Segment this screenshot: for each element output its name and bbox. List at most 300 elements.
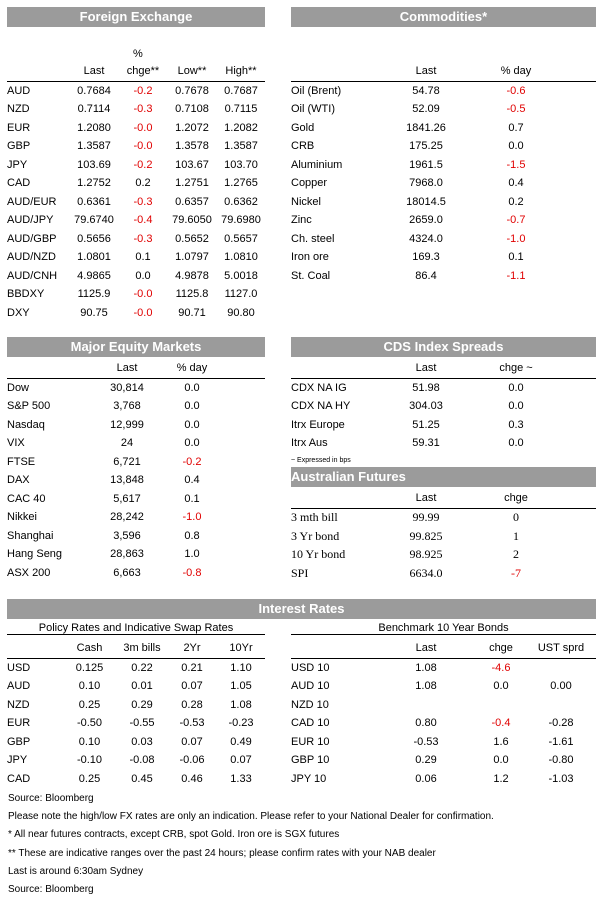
cds-cell-last: 304.03 — [409, 400, 443, 413]
bonds-cell-last: -0.53 — [413, 735, 439, 748]
policy-row-label: GBP — [7, 735, 31, 748]
equity-row — [7, 434, 265, 453]
equity-cell-last: 24 — [120, 437, 134, 450]
fx-row-label: GBP — [7, 140, 31, 153]
cds-row — [291, 416, 596, 435]
equity-cell-pct: 1.0 — [184, 548, 200, 561]
cds-cell-last: 51.98 — [412, 381, 440, 394]
cds-col-last: Last — [381, 359, 471, 378]
commodities-col-last: Last — [381, 62, 471, 81]
cds-row — [291, 434, 596, 453]
equity-cell-last: 13,848 — [110, 474, 144, 487]
equity-row — [7, 397, 265, 416]
fx-cell-chge: -0.0 — [133, 140, 153, 153]
equity-cell-pct: 0.4 — [184, 474, 200, 487]
cds-row — [291, 378, 596, 397]
fx-row — [7, 193, 265, 212]
commodities-row — [291, 81, 596, 100]
cds-cell-last: 59.31 — [412, 437, 440, 450]
futures-column-headers — [291, 489, 596, 508]
cds-note: ~ Expressed in bps — [291, 457, 351, 464]
fx-cell-last: 0.7114 — [77, 103, 111, 116]
commodities-row-label: Gold — [291, 121, 315, 134]
commodities-row-label: Aluminium — [291, 158, 343, 171]
equity-col-pct: % day — [167, 359, 217, 378]
fx-cell-last: 79.6740 — [74, 214, 114, 227]
fx-row — [7, 304, 265, 323]
policy-row — [7, 658, 265, 677]
commodities-cell-pct: 0.0 — [508, 140, 524, 153]
policy-rates-title: Policy Rates and Indicative Swap Rates — [7, 622, 265, 635]
fx-cell-high: 90.80 — [227, 306, 255, 319]
fx-cell-low: 0.7108 — [175, 103, 209, 116]
fx-cell-last: 103.69 — [77, 158, 111, 171]
equity-cell-pct: 0.0 — [184, 418, 200, 431]
fx-cell-high: 79.6980 — [221, 214, 261, 227]
policy-cell: 0.28 — [181, 698, 203, 711]
equity-header: Major Equity Markets — [7, 337, 265, 357]
policy-col-3m: 3m bills — [117, 639, 167, 658]
equity-row-label: Shanghai — [7, 529, 54, 542]
fx-cell-chge: -0.0 — [133, 306, 153, 319]
equity-row-label: ASX 200 — [7, 566, 51, 579]
fx-cell-last: 1.2080 — [77, 121, 111, 134]
cds-row-label: Itrx Aus — [291, 437, 328, 450]
fx-cell-low: 0.7678 — [175, 84, 209, 97]
fx-cell-chge: -0.4 — [133, 214, 153, 227]
bonds-row-label: JPY 10 — [291, 772, 327, 785]
bonds-row — [291, 714, 596, 733]
equity-row — [7, 527, 265, 546]
fx-cell-low: 103.67 — [175, 158, 209, 171]
policy-cell: 0.125 — [75, 661, 104, 674]
footer-fx-note: Please note the high/low FX rates are only an indication. Please refer to your National Dealer for confirmation. — [8, 811, 494, 822]
bonds-cell-last: 0.06 — [415, 772, 437, 785]
bonds-row — [291, 658, 596, 677]
commodities-row — [291, 230, 596, 249]
fx-cell-high: 1.0810 — [224, 251, 258, 264]
bonds-cell-last: 1.08 — [415, 661, 437, 674]
fx-cell-last: 0.7684 — [77, 84, 111, 97]
fx-cell-last: 1125.9 — [77, 288, 111, 301]
equity-cell-last: 3,768 — [113, 400, 141, 413]
fx-row — [7, 119, 265, 138]
futures-row-label: 3 mth bill — [291, 510, 338, 525]
fx-cell-high: 1.2082 — [224, 121, 258, 134]
rates-header: Interest Rates — [7, 599, 596, 619]
fx-cell-low: 0.6357 — [175, 195, 209, 208]
fx-row — [7, 211, 265, 230]
fx-col-low: Low** — [167, 62, 217, 81]
fx-cell-high: 5.0018 — [224, 269, 258, 282]
futures-cell-last: 98.925 — [409, 547, 443, 562]
fx-row — [7, 248, 265, 267]
policy-cell: 1.33 — [230, 772, 252, 785]
futures-col-last: Last — [381, 489, 471, 508]
fx-cell-last: 1.2752 — [77, 177, 111, 190]
policy-col-10yr: 10Yr — [217, 639, 265, 658]
futures-cell-chge: 2 — [513, 547, 519, 562]
policy-row-label: USD — [7, 661, 31, 674]
commodities-row — [291, 248, 596, 267]
equity-cell-pct: -1.0 — [182, 511, 202, 524]
policy-cell: 0.46 — [181, 772, 203, 785]
equity-cell-last: 3,596 — [113, 529, 141, 542]
policy-cell: -0.23 — [228, 717, 254, 730]
policy-cell: -0.50 — [76, 717, 103, 730]
bonds-title: Benchmark 10 Year Bonds — [291, 622, 596, 635]
cds-col-chge: chge ~ — [471, 359, 561, 378]
commodities-cell-last: 1961.5 — [409, 158, 443, 171]
policy-row — [7, 751, 265, 770]
commodities-row-label: Nickel — [291, 195, 321, 208]
fx-col-chge: chge** — [119, 62, 167, 81]
bonds-row-label: USD 10 — [291, 661, 330, 674]
cds-row-label: CDX NA IG — [291, 381, 347, 394]
policy-cell: 0.01 — [131, 680, 153, 693]
policy-row — [7, 696, 265, 715]
policy-cell: -0.06 — [179, 754, 205, 767]
commodities-row-label: Iron ore — [291, 251, 329, 264]
fx-cell-chge: -0.0 — [133, 288, 153, 301]
fx-row-label: AUD/GBP — [7, 232, 57, 245]
cds-row — [291, 397, 596, 416]
commodities-cell-pct: 0.7 — [508, 121, 524, 134]
commodities-row — [291, 174, 596, 193]
fx-cell-low: 1.2072 — [175, 121, 209, 134]
futures-header: Australian Futures — [291, 467, 596, 487]
commodities-table — [291, 62, 596, 285]
policy-rates-table — [7, 639, 265, 788]
equity-row-label: DAX — [7, 474, 30, 487]
fx-cell-chge: 0.1 — [135, 251, 151, 264]
equity-row-label: VIX — [7, 437, 25, 450]
policy-col-cash: Cash — [62, 639, 117, 658]
fx-row — [7, 230, 265, 249]
policy-cell: 0.10 — [78, 680, 101, 693]
fx-pct-label: % — [133, 48, 143, 60]
bonds-row — [291, 733, 596, 752]
equity-cell-last: 12,999 — [110, 418, 144, 431]
commodities-cell-pct: -0.5 — [506, 103, 526, 116]
bonds-cell-sprd — [526, 696, 596, 715]
bonds-cell-sprd — [526, 658, 596, 677]
fx-cell-chge: -0.2 — [133, 84, 153, 97]
policy-row — [7, 677, 265, 696]
futures-row-label: 10 Yr bond — [291, 547, 346, 562]
fx-row-label: BBDXY — [7, 288, 45, 301]
cds-cell-chge: 0.0 — [508, 437, 524, 450]
equity-cell-last: 5,617 — [113, 492, 141, 505]
commodities-row — [291, 100, 596, 119]
fx-row — [7, 137, 265, 156]
cds-table — [291, 359, 596, 453]
fx-row-label: DXY — [7, 306, 30, 319]
bonds-row-label: CAD 10 — [291, 717, 330, 730]
commodities-cell-last: 4324.0 — [409, 232, 443, 245]
fx-cell-low: 90.71 — [178, 306, 206, 319]
fx-row — [7, 100, 265, 119]
bonds-cell-last: 0.80 — [415, 717, 437, 730]
footer-source-2: Source: Bloomberg — [8, 884, 94, 895]
fx-header: Foreign Exchange — [7, 7, 265, 27]
cds-cell-chge: 0.0 — [508, 400, 524, 413]
commodities-row-label: Copper — [291, 177, 328, 190]
commodities-row — [291, 156, 596, 175]
policy-cell: 0.25 — [78, 772, 101, 785]
policy-cell: 0.03 — [131, 735, 153, 748]
bonds-cell-sprd: -1.61 — [548, 735, 574, 748]
commodities-row — [291, 267, 596, 286]
fx-column-headers — [7, 62, 265, 81]
equity-cell-last: 6,663 — [113, 566, 141, 579]
fx-cell-chge: -0.3 — [133, 103, 153, 116]
futures-cell-chge: 0 — [513, 510, 519, 525]
fx-row-label: AUD/EUR — [7, 195, 57, 208]
fx-cell-high: 0.6362 — [224, 195, 258, 208]
equity-row — [7, 416, 265, 435]
equity-cell-pct: 0.0 — [184, 437, 200, 450]
bonds-row-label: AUD 10 — [291, 680, 330, 693]
bonds-row-label: GBP 10 — [291, 754, 330, 767]
equity-row-label: Hang Seng — [7, 548, 63, 561]
equity-cell-last: 28,863 — [110, 548, 144, 561]
commodities-cell-last: 54.78 — [412, 84, 440, 97]
fx-row-label: EUR — [7, 121, 31, 134]
equity-cell-pct: 0.8 — [184, 529, 200, 542]
commodities-column-headers — [291, 62, 596, 81]
equity-cell-last: 30,814 — [110, 381, 144, 394]
fx-cell-chge: 0.0 — [135, 269, 151, 282]
futures-row — [291, 508, 596, 527]
policy-row-label: NZD — [7, 698, 30, 711]
bonds-cell-sprd: -1.03 — [548, 772, 574, 785]
cds-header: CDS Index Spreads — [291, 337, 596, 357]
equity-cell-pct: -0.8 — [182, 566, 202, 579]
bonds-col-chge: chge — [476, 639, 526, 658]
policy-cell: 1.05 — [230, 680, 252, 693]
commodities-col-pct: % day — [471, 62, 561, 81]
commodities-row-label: Zinc — [291, 214, 312, 227]
fx-col-high: High** — [217, 62, 265, 81]
fx-row-label: JPY — [7, 158, 28, 171]
commodities-cell-pct: -0.6 — [506, 84, 526, 97]
fx-cell-last: 0.6361 — [77, 195, 111, 208]
commodities-cell-pct: -0.7 — [506, 214, 526, 227]
fx-row-label: AUD — [7, 84, 31, 97]
commodities-row — [291, 211, 596, 230]
cds-cell-last: 51.25 — [412, 418, 440, 431]
commodities-cell-last: 2659.0 — [409, 214, 443, 227]
fx-row-label: AUD/NZD — [7, 251, 56, 264]
policy-cell: 1.08 — [230, 698, 252, 711]
futures-cell-last: 6634.0 — [409, 565, 443, 580]
equity-row-label: Nikkei — [7, 511, 37, 524]
commodities-row-label: CRB — [291, 140, 315, 153]
bonds-cell-chge: 0.0 — [493, 754, 509, 767]
fx-cell-last: 0.5656 — [77, 232, 111, 245]
bonds-row — [291, 770, 596, 789]
futures-row — [291, 546, 596, 565]
commodities-cell-pct: 0.2 — [508, 195, 524, 208]
fx-cell-high: 0.7115 — [224, 103, 258, 116]
equity-row-label: FTSE — [7, 455, 36, 468]
policy-cell: 0.45 — [131, 772, 153, 785]
fx-cell-low: 4.9878 — [175, 269, 209, 282]
fx-col-last: Last — [69, 62, 119, 81]
equity-row — [7, 564, 265, 583]
fx-row — [7, 267, 265, 286]
policy-cell: 0.07 — [181, 735, 203, 748]
fx-row-label: AUD/CNH — [7, 269, 58, 282]
cds-row-label: CDX NA HY — [291, 400, 351, 413]
fx-cell-low: 1.0797 — [175, 251, 209, 264]
policy-row-label: AUD — [7, 680, 31, 693]
policy-row — [7, 770, 265, 789]
fx-cell-low: 1.2751 — [175, 177, 209, 190]
fx-cell-high: 0.7687 — [224, 84, 258, 97]
cds-cell-chge: 0.0 — [508, 381, 524, 394]
equity-table — [7, 359, 265, 582]
fx-cell-chge: 0.2 — [135, 177, 151, 190]
cds-row-label: Itrx Europe — [291, 418, 345, 431]
commodities-cell-pct: 0.4 — [508, 177, 524, 190]
futures-cell-last: 99.825 — [409, 528, 443, 543]
commodities-cell-pct: -1.5 — [506, 158, 526, 171]
footer-range-note: ** These are indicative ranges over the past 24 hours; please confirm rates with your NAB dealer — [8, 848, 436, 859]
commodities-cell-pct: -1.0 — [506, 232, 526, 245]
commodities-cell-last: 18014.5 — [406, 195, 446, 208]
policy-cell: 0.25 — [78, 698, 101, 711]
futures-cell-chge: 1 — [513, 528, 519, 543]
fx-row — [7, 81, 265, 100]
bonds-cell-chge: 0.0 — [493, 680, 509, 693]
equity-cell-pct: 0.0 — [184, 400, 200, 413]
commodities-cell-pct: -1.1 — [506, 269, 526, 282]
bonds-cell-last: 0.29 — [415, 754, 437, 767]
bonds-cell-chge: 1.2 — [493, 772, 509, 785]
fx-cell-chge: -0.0 — [133, 121, 153, 134]
fx-cell-last: 1.3587 — [77, 140, 111, 153]
equity-row-label: Nasdaq — [7, 418, 45, 431]
commodities-row-label: St. Coal — [291, 269, 331, 282]
policy-row — [7, 733, 265, 752]
footer-time-note: Last is around 6:30am Sydney — [8, 866, 144, 877]
bonds-cell-chge: 1.6 — [493, 735, 509, 748]
commodities-cell-last: 86.4 — [415, 269, 437, 282]
fx-cell-high: 0.5657 — [224, 232, 258, 245]
futures-cell-last: 99.99 — [412, 510, 440, 525]
bonds-cell-sprd: 0.00 — [550, 680, 572, 693]
policy-cell: 0.22 — [131, 661, 153, 674]
futures-table — [291, 489, 596, 583]
equity-col-last: Last — [87, 359, 167, 378]
bonds-cell-chge — [476, 696, 526, 715]
policy-column-headers — [7, 639, 265, 658]
commodities-header: Commodities* — [291, 7, 596, 27]
futures-col-chge: chge — [471, 489, 561, 508]
fx-cell-low: 0.5652 — [175, 232, 209, 245]
policy-cell: 0.29 — [131, 698, 153, 711]
equity-row-label: Dow — [7, 381, 30, 394]
fx-cell-chge: -0.3 — [133, 232, 153, 245]
commodities-cell-last: 7968.0 — [409, 177, 443, 190]
fx-cell-high: 1.2765 — [224, 177, 258, 190]
fx-cell-last: 4.9865 — [77, 269, 111, 282]
commodities-row-label: Ch. steel — [291, 232, 335, 245]
commodities-cell-last: 1841.26 — [406, 121, 446, 134]
equity-row — [7, 508, 265, 527]
policy-cell: 0.49 — [230, 735, 252, 748]
equity-cell-last: 6,721 — [113, 455, 141, 468]
bonds-column-headers — [291, 639, 596, 658]
fx-cell-low: 1125.8 — [175, 288, 209, 301]
policy-cell: 0.07 — [181, 680, 203, 693]
policy-cell: -0.55 — [129, 717, 155, 730]
bonds-row-label: NZD 10 — [291, 698, 329, 711]
commodities-cell-last: 169.3 — [412, 251, 440, 264]
policy-cell: -0.53 — [179, 717, 205, 730]
footer-futures-note: * All near futures contracts, except CRB, spot Gold. Iron ore is SGX futures — [8, 829, 340, 840]
commodities-row — [291, 119, 596, 138]
futures-row-label: 3 Yr bond — [291, 528, 340, 543]
futures-row — [291, 564, 596, 583]
bonds-cell-last: 1.08 — [415, 680, 437, 693]
fx-cell-chge: -0.3 — [133, 195, 153, 208]
fx-cell-high: 103.70 — [224, 158, 258, 171]
policy-cell: -0.08 — [129, 754, 155, 767]
bonds-cell-last — [376, 696, 476, 715]
fx-cell-low: 79.6050 — [172, 214, 212, 227]
equity-column-headers — [7, 359, 265, 378]
equity-cell-last: 28,242 — [110, 511, 144, 524]
bonds-row — [291, 696, 596, 715]
policy-cell: 0.07 — [230, 754, 252, 767]
policy-cell: 0.21 — [181, 661, 203, 674]
fx-cell-low: 1.3578 — [175, 140, 209, 153]
futures-row — [291, 527, 596, 546]
equity-row-label: S&P 500 — [7, 400, 51, 413]
policy-row-label: JPY — [7, 754, 28, 767]
commodities-row-label: Oil (Brent) — [291, 84, 342, 97]
bonds-row — [291, 677, 596, 696]
cds-column-headers — [291, 359, 596, 378]
fx-row — [7, 174, 265, 193]
policy-row-label: EUR — [7, 717, 31, 730]
equity-row — [7, 490, 265, 509]
futures-cell-chge: -7 — [511, 565, 521, 580]
fx-cell-last: 1.0801 — [77, 251, 111, 264]
bonds-col-sprd: UST sprd — [526, 639, 596, 658]
bonds-col-last: Last — [376, 639, 476, 658]
fx-cell-high: 1127.0 — [224, 288, 258, 301]
footer-source: Source: Bloomberg — [8, 793, 94, 804]
equity-cell-pct: 0.0 — [184, 381, 200, 394]
equity-cell-pct: -0.2 — [182, 455, 202, 468]
bonds-cell-chge: -0.4 — [491, 717, 511, 730]
cds-cell-chge: 0.3 — [508, 418, 524, 431]
fx-row-label: NZD — [7, 103, 30, 116]
equity-row-label: CAC 40 — [7, 492, 46, 505]
equity-row — [7, 453, 265, 472]
policy-cell: -0.10 — [76, 754, 103, 767]
fx-cell-last: 90.75 — [80, 306, 108, 319]
policy-row-label: CAD — [7, 772, 31, 785]
commodities-row-label: Oil (WTI) — [291, 103, 335, 116]
futures-row-label: SPI — [291, 565, 309, 580]
policy-col-2yr: 2Yr — [167, 639, 217, 658]
fx-row — [7, 285, 265, 304]
